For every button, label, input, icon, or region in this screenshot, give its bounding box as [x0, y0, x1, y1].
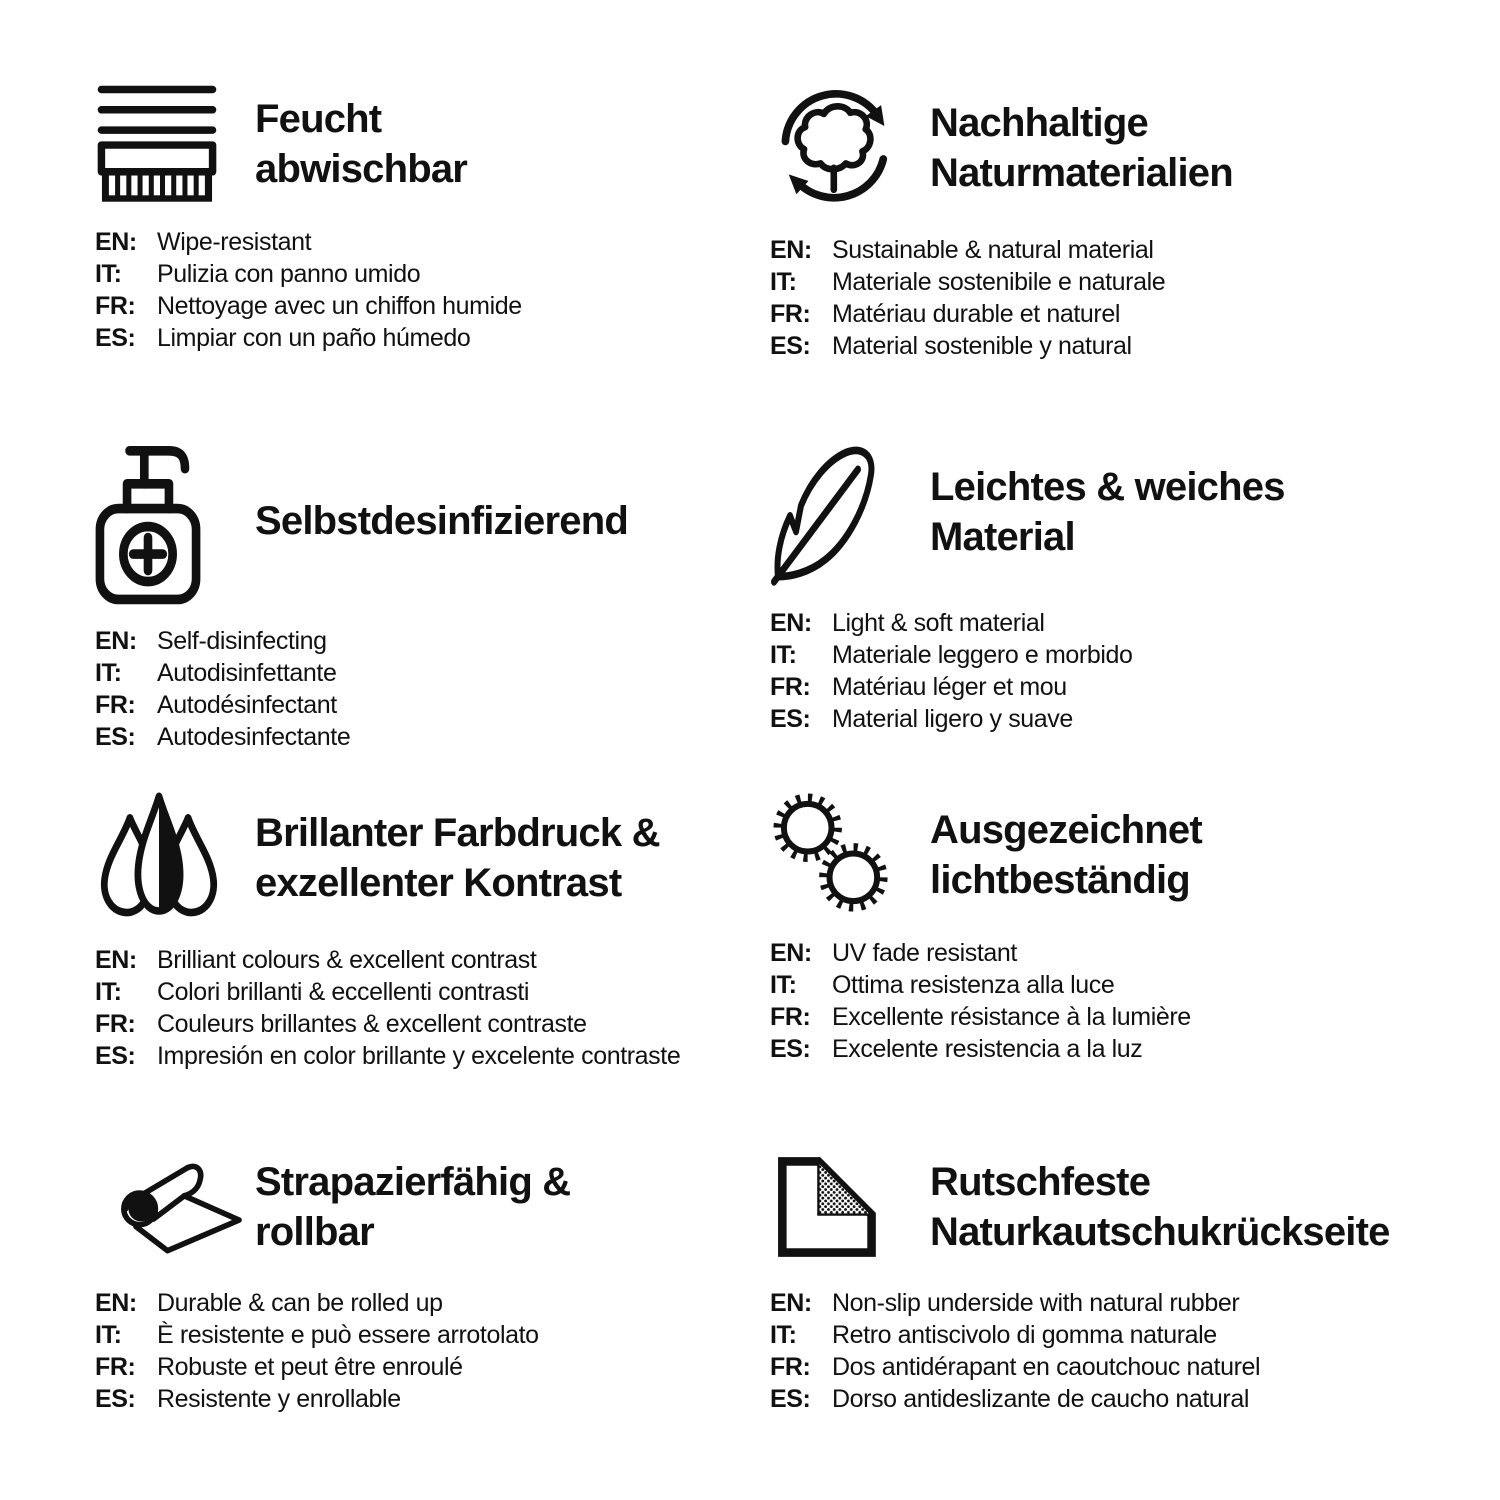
translation-row [95, 258, 770, 290]
translation-text: Material sostenible y natural [832, 332, 1132, 360]
translation-text: Non-slip underside with natural rubber [832, 1289, 1240, 1317]
translation-list [95, 1287, 770, 1415]
translation-row [95, 976, 770, 1008]
uv-suns-icon [770, 792, 930, 917]
translation-row [95, 1319, 770, 1351]
title-line: abwischbar [255, 147, 468, 191]
title-line: Feucht [255, 97, 382, 141]
translation-text: Light & soft material [832, 609, 1045, 637]
language-label: EN: [95, 627, 137, 655]
translation-row [770, 1319, 1470, 1351]
translation-row [95, 1008, 770, 1040]
translation-list [770, 607, 1470, 735]
translation-text: Excellente résistance à la lumière [832, 1003, 1191, 1031]
translation-text: Autodesinfectante [157, 723, 351, 751]
feature-brilliant-colours [95, 766, 770, 1121]
translation-row [770, 607, 1470, 639]
translation-row [95, 625, 770, 657]
feature-non-slip-backing [770, 1121, 1470, 1476]
translation-row [770, 671, 1470, 703]
language-label: EN: [95, 228, 137, 256]
translation-row [95, 1351, 770, 1383]
translation-row [770, 703, 1470, 735]
translation-text: Colori brillanti & eccellenti contrasti [157, 978, 530, 1006]
translation-text: Self-disinfecting [157, 627, 327, 655]
translation-row [770, 969, 1470, 1001]
feature-header [770, 1147, 1470, 1267]
translation-text: UV fade resistant [832, 939, 1017, 967]
language-label: IT: [770, 641, 797, 669]
translation-list [95, 625, 770, 753]
translation-text: Excelente resistencia a la luz [832, 1035, 1143, 1063]
language-label: FR: [770, 673, 811, 701]
feature-title [930, 462, 1285, 562]
language-label: FR: [95, 1010, 136, 1038]
translation-text: Dorso antideslizante de caucho natural [832, 1385, 1250, 1413]
translation-text: Materiale sostenibile e naturale [832, 268, 1166, 296]
translation-text: Pulizia con panno umido [157, 260, 421, 288]
translation-text: Brilliant colours & excellent contrast [157, 946, 537, 974]
translation-text: Retro antiscivolo di gomma naturale [832, 1321, 1217, 1349]
non-slip-backing-icon [770, 1151, 930, 1263]
feature-title [930, 805, 1202, 905]
translation-row [95, 689, 770, 721]
feature-title [255, 94, 467, 194]
feature-header [95, 82, 770, 206]
translation-row [95, 1040, 770, 1072]
language-label: ES: [770, 1385, 811, 1413]
language-label: EN: [95, 1289, 137, 1317]
translation-row [95, 322, 770, 354]
translation-text: È resistente e può essere arrotolato [157, 1321, 539, 1349]
translation-text: Resistente y enrollable [157, 1385, 401, 1413]
translation-text: Robuste et peut être enroulé [157, 1353, 463, 1381]
feature-self-disinfecting [95, 411, 770, 766]
feature-header [770, 792, 1470, 917]
translation-list [95, 226, 770, 354]
feature-uv-resistant [770, 766, 1470, 1121]
feature-durable-rollable [95, 1121, 770, 1476]
translation-row [770, 1351, 1470, 1383]
translation-text: Ottima resistenza alla luce [832, 971, 1115, 999]
feature-title [930, 1157, 1390, 1257]
translation-row [770, 937, 1470, 969]
translation-row [770, 266, 1470, 298]
title-line: lichtbeständig [930, 857, 1190, 902]
translation-row [95, 944, 770, 976]
color-drops-icon [95, 792, 255, 924]
feature-light-soft [770, 411, 1470, 766]
language-label: EN: [95, 946, 137, 974]
translation-list [770, 1287, 1470, 1415]
translation-text: Limpiar con un paño húmedo [157, 324, 471, 352]
translation-text: Impresión en color brillante y excelente contraste [157, 1042, 681, 1070]
language-label: EN: [770, 236, 812, 264]
language-label: FR: [95, 292, 136, 320]
feature-title [930, 98, 1233, 198]
translation-row [770, 330, 1470, 362]
language-label: EN: [770, 1289, 812, 1317]
translation-row [95, 1383, 770, 1415]
translation-text: Durable & can be rolled up [157, 1289, 443, 1317]
translation-text: Sustainable & natural material [832, 236, 1154, 264]
translation-text: Materiale leggero e morbido [832, 641, 1133, 669]
recycle-tree-icon [770, 82, 930, 214]
title-line: Brillanter Farbdruck & [255, 811, 660, 855]
language-label: EN: [770, 939, 812, 967]
title-line: Strapazierfähig & [255, 1160, 571, 1204]
language-label: ES: [95, 324, 136, 352]
translation-row [95, 657, 770, 689]
translation-text: Dos antidérapant en caoutchouc naturel [832, 1353, 1261, 1381]
feature-header [95, 437, 770, 605]
rolled-mat-icon [95, 1151, 255, 1263]
feature-title [255, 808, 660, 908]
language-label: ES: [770, 1035, 811, 1063]
translation-text: Couleurs brillantes & excellent contraste [157, 1010, 587, 1038]
translation-row [770, 1033, 1470, 1065]
feature-header [770, 437, 1470, 587]
disinfectant-dispenser-icon [95, 437, 255, 605]
language-label: IT: [770, 268, 797, 296]
language-label: ES: [95, 723, 136, 751]
title-line: Material [930, 515, 1075, 559]
translation-text: Autodisinfettante [157, 659, 337, 687]
language-label: IT: [95, 978, 122, 1006]
title-line: Naturkautschukrückseite [930, 1210, 1390, 1254]
language-label: IT: [95, 659, 122, 687]
feather-icon [770, 437, 930, 587]
language-label: ES: [95, 1042, 136, 1070]
translation-row [770, 234, 1470, 266]
wipe-brush-icon [95, 82, 255, 206]
title-line: Selbstdesinfizierend [255, 499, 628, 543]
title-line: Rutschfeste [930, 1160, 1151, 1204]
feature-title [255, 496, 628, 546]
translation-text: Matériau durable et naturel [832, 300, 1120, 328]
language-label: IT: [95, 260, 122, 288]
language-label: FR: [95, 1353, 136, 1381]
feature-title [255, 1157, 570, 1257]
title-line: Naturmaterialien [930, 151, 1233, 195]
translation-row [95, 290, 770, 322]
language-label: FR: [95, 691, 136, 719]
language-label: ES: [95, 1385, 136, 1413]
title-line: Leichtes & weiches [930, 465, 1285, 509]
translation-text: Wipe-resistant [157, 228, 312, 256]
translation-row [770, 298, 1470, 330]
translation-row [95, 226, 770, 258]
translation-row [95, 721, 770, 753]
translation-row [770, 1383, 1470, 1415]
feature-wipe-resistant [95, 56, 770, 411]
feature-sustainable-material [770, 56, 1470, 411]
language-label: FR: [770, 1353, 811, 1381]
title-line: exzellenter Kontrast [255, 861, 622, 905]
translation-row [770, 1001, 1470, 1033]
title-line: rollbar [255, 1210, 374, 1254]
language-label: IT: [770, 1321, 797, 1349]
translation-text: Material ligero y suave [832, 705, 1073, 733]
language-label: EN: [770, 609, 812, 637]
feature-header [95, 792, 770, 924]
translation-row [770, 639, 1470, 671]
feature-header [770, 82, 1470, 214]
title-line: Nachhaltige [930, 101, 1148, 145]
translation-list [95, 944, 770, 1072]
language-label: FR: [770, 300, 811, 328]
translation-text: Matériau léger et mou [832, 673, 1067, 701]
translation-text: Autodésinfectant [157, 691, 337, 719]
translation-list [770, 937, 1470, 1065]
language-label: IT: [95, 1321, 122, 1349]
language-label: FR: [770, 1003, 811, 1031]
translation-row [770, 1287, 1470, 1319]
feature-header [95, 1147, 770, 1267]
translation-list [770, 234, 1470, 362]
translation-text: Nettoyage avec un chiffon humide [157, 292, 522, 320]
language-label: ES: [770, 705, 811, 733]
title-line: Ausgezeichnet [930, 807, 1202, 852]
language-label: IT: [770, 971, 797, 999]
language-label: ES: [770, 332, 811, 360]
feature-grid [95, 56, 1470, 1476]
translation-row [95, 1287, 770, 1319]
